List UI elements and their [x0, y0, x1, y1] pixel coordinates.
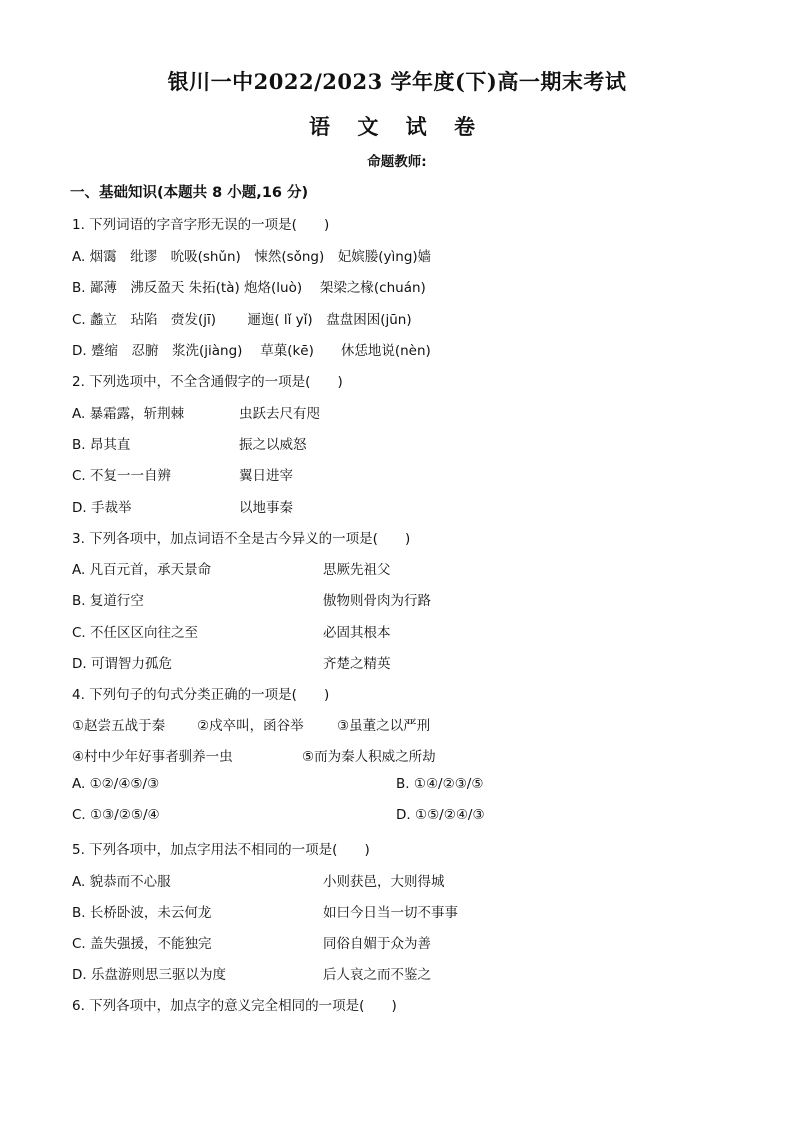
q2-option-d-right: 以地事秦 [239, 500, 293, 516]
q2-stem: 2. 下列选项中，不全含通假字的一项是( ) [72, 374, 343, 390]
q3-stem: 3. 下列各项中，加点词语不全是古今异义的一项是( ) [72, 531, 411, 547]
q2-option-b-left: B. 昂其直 [72, 437, 131, 453]
q3-option-c-right: 必固其根本 [323, 625, 391, 641]
q2-option-a-right: 虫跃去尺有咫 [239, 406, 320, 422]
q1-option-c: C. 蠡立 玷陷 赍发(jī) 逦迤( lǐ yǐ) 盘盘困困(jūn) [72, 312, 412, 328]
q5-option-b-right: 如曰今日当一切不事事 [323, 905, 458, 921]
q3-option-c-left: C. 不任区区向往之至 [72, 625, 199, 641]
q5-option-a-left: A. 貌恭而不心服 [72, 874, 171, 890]
q4-option-a: A. ①②/④⑤/③ [72, 776, 160, 792]
q1-option-d: D. 蹙缩 忍腑 浆洗(jiàng) 草菓(kē) 休恁地说(nèn) [72, 343, 431, 359]
q1-option-a: A. 烟霭 纰谬 吮吸(shǔn) 悚然(sǒng) 妃嫔媵(yìng)嫱 [72, 249, 432, 265]
q3-option-d-right: 齐楚之精英 [323, 656, 391, 672]
q5-option-a-right: 小则获邑，大则得城 [323, 874, 445, 890]
q4-sentence-2: ②戍卒叫，函谷举 [197, 718, 304, 734]
section-heading: 一、基础知识(本题共 8 小题,16 分) [70, 185, 309, 201]
q3-option-b-left: B. 复道行空 [72, 593, 144, 609]
q5-option-d-left: D. 乐盘游则思三驱以为度 [72, 967, 226, 983]
q4-option-d: D. ①⑤/②④/③ [396, 807, 485, 823]
q2-option-b-right: 振之以威怒 [239, 437, 307, 453]
q3-option-d-left: D. 可谓智力孤危 [72, 656, 172, 672]
q4-sentence-3: ③虽董之以严刑 [337, 718, 431, 734]
q3-option-b-right: 傲物则骨肉为行路 [323, 593, 431, 609]
q5-option-b-left: B. 长桥卧波，未云何龙 [72, 905, 212, 921]
q5-option-c-right: 同俗自媚于众为善 [323, 936, 431, 952]
q2-option-c-left: C. 不复一一自辨 [72, 468, 172, 484]
q5-option-d-right: 后人哀之而不鉴之 [323, 967, 431, 983]
q6-stem: 6. 下列各项中，加点字的意义完全相同的一项是( ) [72, 998, 397, 1014]
q1-option-b: B. 鄙薄 沸反盈天 朱拓(tà) 炮烙(luò) 架梁之椽(chuán) [72, 280, 426, 296]
q2-option-d-left: D. 手裁举 [72, 500, 132, 516]
q4-sentence-1: ①赵尝五战于秦 [72, 718, 166, 734]
q2-option-a-left: A. 暴霜露，斩荆棘 [72, 406, 185, 422]
q5-stem: 5. 下列各项中，加点字用法不相同的一项是( ) [72, 842, 370, 858]
q1-stem: 1. 下列词语的字音字形无误的一项是( ) [72, 217, 330, 233]
q4-sentence-4: ④村中少年好事者驯养一虫 [72, 749, 233, 765]
q4-sentence-5: ⑤而为秦人积威之所劫 [302, 749, 436, 765]
author-label: 命题教师: [367, 154, 427, 170]
q5-option-c-left: C. 盖失强援，不能独完 [72, 936, 212, 952]
q4-stem: 4. 下列句子的句式分类正确的一项是( ) [72, 687, 330, 703]
q4-option-c: C. ①③/②⑤/④ [72, 807, 160, 823]
q2-option-c-right: 翼日进宰 [239, 468, 293, 484]
exam-title: 银川一中2022/2023 学年度(下)高一期末考试 [167, 69, 627, 94]
q3-option-a-left: A. 凡百元首，承天景命 [72, 562, 212, 578]
q3-option-a-right: 思厥先祖父 [323, 562, 391, 578]
q4-option-b: B. ①④/②③/⑤ [396, 776, 484, 792]
exam-subtitle: 语 文 试 卷 [309, 114, 485, 139]
